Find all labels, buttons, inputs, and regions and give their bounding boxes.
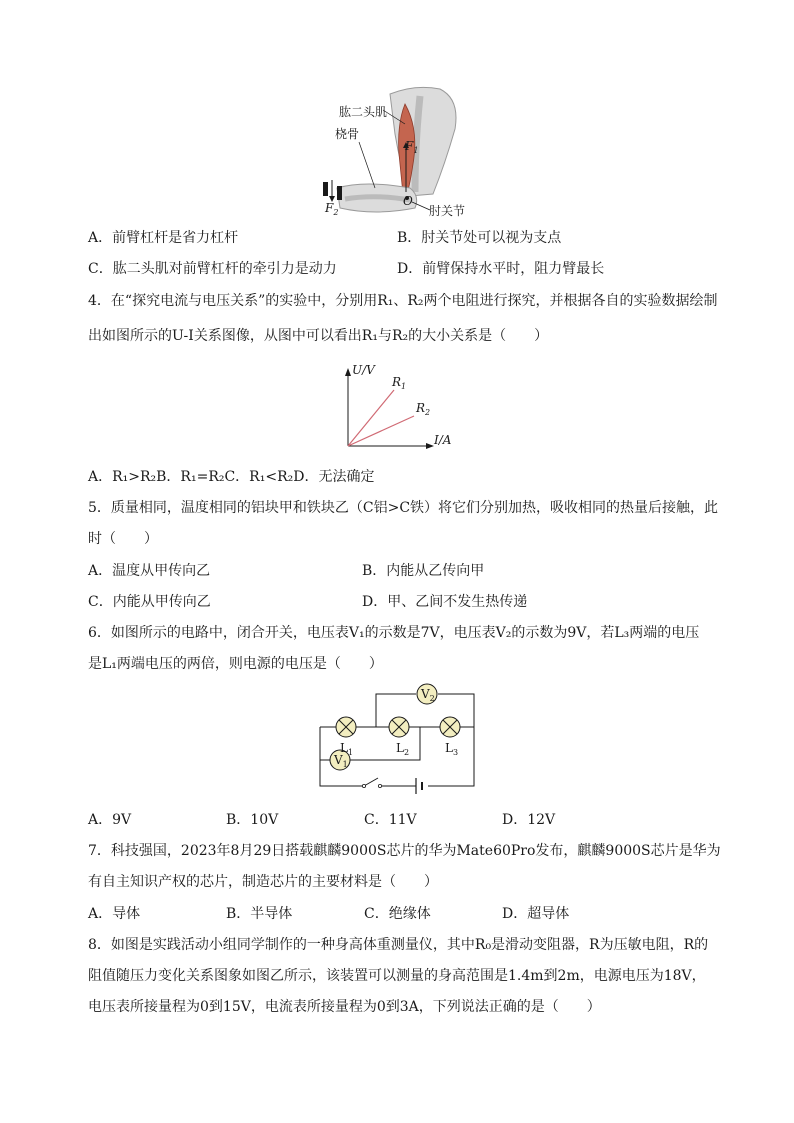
lamp-l1 [336,717,356,737]
pivot-label: O [403,194,413,208]
x-axis-arrow [426,443,434,449]
switch-contact [362,784,365,787]
r2-line [348,416,414,446]
q4-options[interactable]: A．R₁>R₂B．R₁=R₂C．R₁<R₂D．无法确定 [88,469,375,485]
l1-label: $L_1$ [340,741,354,757]
q7-option-c[interactable]: C．绝缘体 [364,906,431,922]
q7-stem-line2: 有自主知识产权的芯片，制造芯片的主要材料是（ ） [88,874,438,890]
q5-stem-line1: 5．质量相同，温度相同的铝块甲和铁块乙（C铝>C铁）将它们分别加热，吸收相同的热量后接触，此 [88,500,719,516]
q7-stem-line1: 7．科技强国，2023年8月29日搭载麒麟9000S芯片的华为Mate60Pro发布，麒麟9000S芯片是华为 [88,843,721,859]
bone-label: 桡骨 [335,127,360,141]
v1-label: $V_1$ [334,753,348,769]
arm-lever-figure [315,84,490,220]
r1-line [348,390,394,446]
q4-stem-line1: 4．在“探究电流与电压关系”的实验中，分别用R₁、R₂两个电阻进行探究，并根据各自的实验数据绘制 [88,293,718,309]
v2-label: $V_2$ [421,687,435,703]
q7-option-a[interactable]: A．导体 [88,906,141,922]
y-axis-label: U/V [352,363,375,377]
joint-label: 肘关节 [429,204,466,218]
q6-option-b[interactable]: B．10V [226,812,279,828]
q8-stem-line3: 电压表所接量程为0到15V，电流表所接量程为0到3A，下列说法正确的是（ ） [88,999,601,1015]
bone-leader [359,142,375,188]
wire-v1-branch [320,727,330,760]
f2-label: $F_2$ [325,201,339,217]
q6-stem-line2: 是L₁两端电压的两倍，则电源的电压是（ ） [88,656,383,672]
weight-block [337,186,342,200]
ui-graph [338,360,458,454]
r2-label: $R_2$ [416,401,431,417]
q8-stem-line2: 阻值随压力变化关系图象如图乙所示，该装置可以测量的身高范围是1.4m到2m，电源电压为18V， [88,968,706,984]
x-axis-label: I/A [434,433,452,447]
q5-stem-line2: 时（ ） [88,531,158,547]
q8-stem-line1: 8．如图是实践活动小组同学制作的一种身高体重测量仪，其中R₀是滑动变阻器，R为压敏电阻，R的 [88,937,709,953]
q6-option-c[interactable]: C．11V [364,812,417,828]
f1-label: $F_1$ [405,139,419,155]
lamp-l3 [440,717,460,737]
q5-option-a[interactable]: A．温度从甲传向乙 [88,563,211,579]
q3-option-c[interactable]: C．肱二头肌对前臂杠杆的牵引力是动力 [88,261,337,277]
switch [364,778,378,786]
r1-label: $R_1$ [392,375,407,391]
l3-label: $L_3$ [445,741,459,757]
weight-block [323,182,328,196]
l2-label: $L_2$ [396,741,410,757]
q6-stem-line1: 6．如图所示的电路中，闭合开关，电压表V₁的示数是7V，电压表V₂的示数为9V，若L₃两端的电压 [88,625,700,641]
q6-option-a[interactable]: A．9V [88,812,132,828]
q4-stem-line2: 出如图所示的U-I关系图像，从图中可以看出R₁与R₂的大小关系是（ ） [88,328,549,344]
y-axis-arrow [345,368,351,376]
q7-option-d[interactable]: D．超导体 [502,906,570,922]
q6-option-d[interactable]: D．12V [502,812,556,828]
q7-option-b[interactable]: B．半导体 [226,906,293,922]
muscle-label: 肱二头肌 [339,105,388,119]
q5-option-c[interactable]: C．内能从甲传向乙 [88,594,211,610]
switch-contact [378,784,381,787]
q3-option-b[interactable]: B．肘关节处可以视为支点 [397,230,562,246]
q3-option-a[interactable]: A．前臂杠杆是省力杠杆 [88,230,239,246]
q3-option-d[interactable]: D．前臂保持水平时，阻力臂最长 [397,261,605,277]
circuit-diagram [312,682,484,798]
wire-v1-branch [350,727,420,760]
q5-option-d[interactable]: D．甲、乙间不发生热传递 [362,594,528,610]
lamp-l2 [389,717,409,737]
q5-option-b[interactable]: B．内能从乙传向甲 [362,563,485,579]
